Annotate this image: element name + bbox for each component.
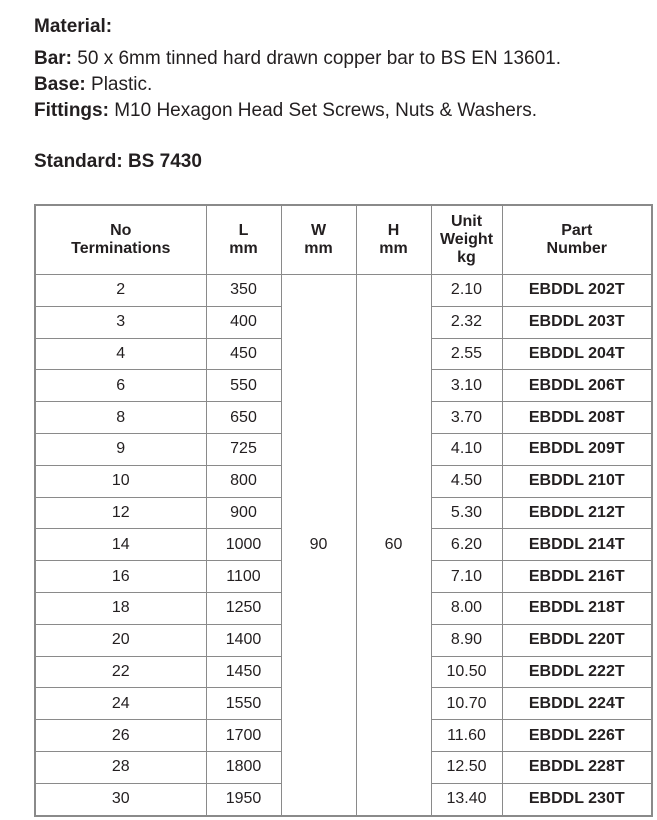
base-spec-line — [34, 72, 152, 98]
terminations-cell: 4 — [35, 338, 206, 370]
terminations-cell: 18 — [35, 592, 206, 624]
length-cell: 1100 — [206, 561, 281, 593]
fittings-spec-line — [34, 98, 537, 124]
unit-weight-cell: 13.40 — [431, 783, 502, 815]
terminations-cell: 30 — [35, 783, 206, 815]
length-cell: 1450 — [206, 656, 281, 688]
bar-label: Bar: — [34, 48, 73, 69]
product-spec-table — [34, 204, 653, 817]
terminations-cell: 20 — [35, 624, 206, 656]
header-part-number: Part Number — [502, 205, 652, 275]
terminations-cell: 6 — [35, 370, 206, 402]
base-label: Base: — [34, 74, 86, 95]
length-cell: 1950 — [206, 783, 281, 815]
length-cell: 350 — [206, 275, 281, 307]
header-unit-weight: Unit Weight kg — [431, 205, 502, 275]
unit-weight-cell: 4.10 — [431, 433, 502, 465]
unit-weight-cell: 8.90 — [431, 624, 502, 656]
terminations-cell: 8 — [35, 402, 206, 434]
terminations-cell: 3 — [35, 306, 206, 338]
length-cell: 1700 — [206, 720, 281, 752]
length-cell: 1000 — [206, 529, 281, 561]
header-length: L mm — [206, 205, 281, 275]
terminations-cell: 28 — [35, 751, 206, 783]
unit-weight-cell: 2.10 — [431, 275, 502, 307]
part-number-cell: EBDDL 222T — [502, 656, 652, 688]
unit-weight-cell: 12.50 — [431, 751, 502, 783]
part-number-cell: EBDDL 212T — [502, 497, 652, 529]
part-number-cell: EBDDL 228T — [502, 751, 652, 783]
unit-weight-cell: 6.20 — [431, 529, 502, 561]
part-number-cell: EBDDL 230T — [502, 783, 652, 815]
terminations-cell: 2 — [35, 275, 206, 307]
length-cell: 1800 — [206, 751, 281, 783]
part-number-cell: EBDDL 204T — [502, 338, 652, 370]
part-number-cell: EBDDL 214T — [502, 529, 652, 561]
table-body — [35, 275, 652, 816]
terminations-cell: 12 — [35, 497, 206, 529]
unit-weight-cell: 5.30 — [431, 497, 502, 529]
bar-text: 50 x 6mm tinned hard drawn copper bar to BS EN 13601. — [72, 48, 562, 69]
unit-weight-cell: 11.60 — [431, 720, 502, 752]
fittings-text: M10 Hexagon Head Set Screws, Nuts & Washers. — [108, 100, 537, 121]
header-width: W mm — [281, 205, 356, 275]
standard-line: Standard: BS 7430 — [34, 151, 202, 172]
part-number-cell: EBDDL 203T — [502, 306, 652, 338]
length-cell: 1550 — [206, 688, 281, 720]
part-number-cell: EBDDL 202T — [502, 275, 652, 307]
length-cell: 550 — [206, 370, 281, 402]
length-cell: 450 — [206, 338, 281, 370]
material-heading: Material: — [34, 16, 113, 37]
terminations-cell: 14 — [35, 529, 206, 561]
length-cell: 900 — [206, 497, 281, 529]
part-number-cell: EBDDL 220T — [502, 624, 652, 656]
bar-spec-line — [34, 46, 561, 72]
unit-weight-cell: 2.32 — [431, 306, 502, 338]
unit-weight-cell: 10.70 — [431, 688, 502, 720]
part-number-cell: EBDDL 206T — [502, 370, 652, 402]
part-number-cell: EBDDL 224T — [502, 688, 652, 720]
terminations-cell: 16 — [35, 561, 206, 593]
header-terminations: No Terminations — [35, 205, 206, 275]
fittings-label: Fittings: — [34, 100, 109, 121]
part-number-cell: EBDDL 208T — [502, 402, 652, 434]
width-cell-merged: 90 — [281, 275, 356, 816]
terminations-cell: 10 — [35, 465, 206, 497]
height-cell-merged: 60 — [356, 275, 431, 816]
unit-weight-cell: 4.50 — [431, 465, 502, 497]
length-cell: 400 — [206, 306, 281, 338]
unit-weight-cell: 8.00 — [431, 592, 502, 624]
part-number-cell: EBDDL 218T — [502, 592, 652, 624]
length-cell: 650 — [206, 402, 281, 434]
terminations-cell: 9 — [35, 433, 206, 465]
part-number-cell: EBDDL 209T — [502, 433, 652, 465]
length-cell: 1400 — [206, 624, 281, 656]
table-row — [35, 275, 652, 307]
table-header-row — [35, 205, 652, 275]
part-number-cell: EBDDL 210T — [502, 465, 652, 497]
unit-weight-cell: 3.70 — [431, 402, 502, 434]
unit-weight-cell: 10.50 — [431, 656, 502, 688]
length-cell: 1250 — [206, 592, 281, 624]
length-cell: 800 — [206, 465, 281, 497]
terminations-cell: 24 — [35, 688, 206, 720]
terminations-cell: 22 — [35, 656, 206, 688]
unit-weight-cell: 3.10 — [431, 370, 502, 402]
unit-weight-cell: 7.10 — [431, 561, 502, 593]
terminations-cell: 26 — [35, 720, 206, 752]
unit-weight-cell: 2.55 — [431, 338, 502, 370]
part-number-cell: EBDDL 216T — [502, 561, 652, 593]
header-height: H mm — [356, 205, 431, 275]
part-number-cell: EBDDL 226T — [502, 720, 652, 752]
base-text: Plastic. — [85, 74, 153, 95]
length-cell: 725 — [206, 433, 281, 465]
